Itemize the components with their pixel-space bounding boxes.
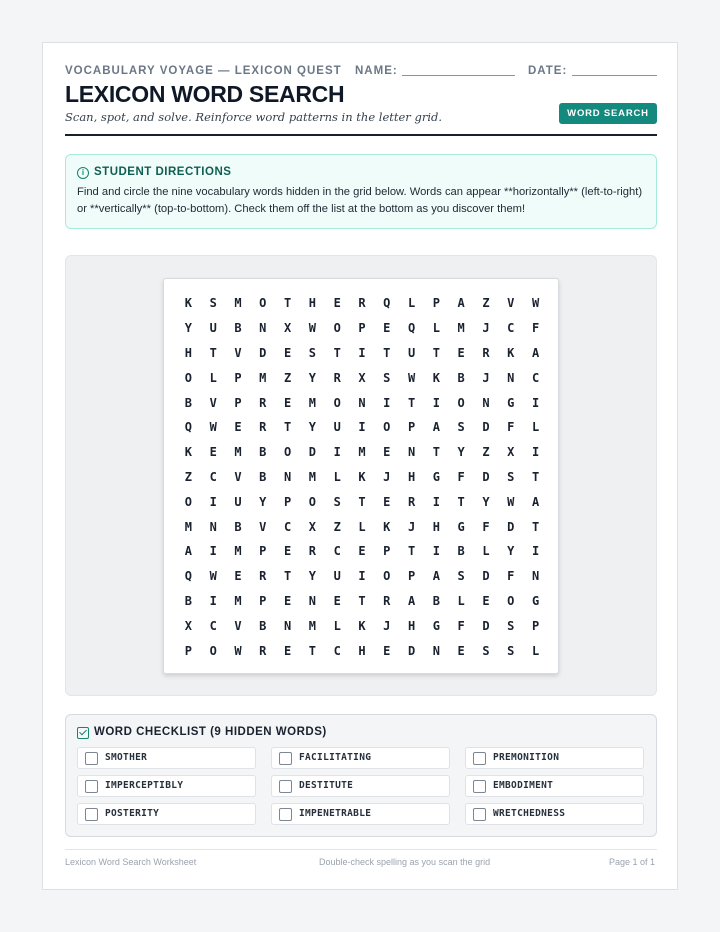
- grid-letter[interactable]: W: [234, 643, 242, 658]
- footer-left: Lexicon Word Search Worksheet: [65, 857, 197, 867]
- grid-letter[interactable]: P: [407, 420, 416, 435]
- grid-letter[interactable]: P: [383, 544, 391, 559]
- grid-letter[interactable]: Q: [407, 321, 416, 336]
- grid-letter[interactable]: V: [259, 519, 267, 534]
- grid-letter[interactable]: Y: [308, 370, 316, 385]
- grid-letter[interactable]: O: [259, 296, 267, 311]
- grid-letter[interactable]: L: [358, 519, 366, 534]
- checklist-item[interactable]: [465, 747, 644, 769]
- grid-letter[interactable]: E: [283, 395, 292, 410]
- grid-letter[interactable]: X: [507, 445, 515, 460]
- word-checkbox[interactable]: [279, 752, 292, 765]
- grid-letter[interactable]: N: [308, 593, 316, 608]
- checklist-item[interactable]: [271, 747, 450, 769]
- grid-letter[interactable]: L: [407, 296, 416, 311]
- grid-letter[interactable]: P: [407, 569, 416, 584]
- grid-letter[interactable]: E: [283, 643, 292, 658]
- grid-letter[interactable]: W: [407, 370, 416, 385]
- grid-letter[interactable]: Q: [184, 420, 193, 435]
- grid-letter[interactable]: K: [184, 296, 193, 311]
- grid-letter[interactable]: G: [531, 593, 540, 608]
- grid-letter[interactable]: L: [209, 370, 217, 385]
- grid-letter[interactable]: B: [457, 370, 465, 385]
- word-label: DESTITUTE: [299, 780, 354, 791]
- grid-letter[interactable]: M: [234, 445, 242, 460]
- grid-letter[interactable]: Z: [482, 296, 490, 311]
- grid-letter[interactable]: B: [234, 321, 242, 336]
- grid-letter[interactable]: R: [259, 395, 267, 410]
- grid-letter[interactable]: M: [308, 395, 316, 410]
- word-checkbox[interactable]: [279, 780, 292, 793]
- grid-letter[interactable]: N: [432, 643, 440, 658]
- grid-letter[interactable]: W: [209, 569, 217, 584]
- grid-letter[interactable]: D: [407, 643, 416, 658]
- grid-letter[interactable]: V: [209, 395, 217, 410]
- word-checkbox[interactable]: [85, 752, 98, 765]
- grid-letter[interactable]: M: [234, 593, 242, 608]
- grid-letter[interactable]: K: [358, 469, 366, 484]
- grid-letter[interactable]: S: [308, 345, 316, 360]
- grid-letter[interactable]: D: [482, 569, 490, 584]
- grid-letter[interactable]: O: [308, 494, 316, 509]
- grid-letter[interactable]: T: [407, 395, 416, 410]
- grid-letter[interactable]: E: [457, 345, 465, 360]
- checklist-item[interactable]: [271, 803, 450, 825]
- grid-letter[interactable]: D: [482, 420, 490, 435]
- directions-panel: [65, 154, 657, 229]
- grid-letter[interactable]: N: [283, 469, 292, 484]
- word-label: POSTERITY: [105, 808, 160, 819]
- letter-grid: [176, 291, 548, 663]
- grid-letter[interactable]: P: [259, 544, 267, 559]
- grid-letter[interactable]: F: [507, 569, 515, 584]
- grid-letter[interactable]: I: [531, 544, 540, 559]
- series-label: VOCABULARY VOYAGE — LEXICON QUEST: [65, 65, 342, 77]
- grid-letter[interactable]: B: [432, 593, 440, 608]
- grid-letter[interactable]: I: [209, 593, 217, 608]
- word-label: PREMONITION: [493, 752, 560, 763]
- worksheet: [42, 42, 678, 890]
- word-label: FACILITATING: [299, 752, 372, 763]
- grid-letter[interactable]: R: [407, 494, 416, 509]
- grid-letter[interactable]: B: [234, 519, 242, 534]
- grid-letter[interactable]: I: [531, 395, 540, 410]
- grid-letter[interactable]: M: [457, 321, 465, 336]
- grid-letter[interactable]: L: [333, 618, 341, 633]
- grid-letter[interactable]: A: [531, 345, 540, 360]
- grid-letter[interactable]: S: [507, 643, 515, 658]
- grid-letter[interactable]: S: [209, 296, 217, 311]
- grid-letter[interactable]: E: [383, 494, 391, 509]
- grid-letter[interactable]: I: [358, 569, 366, 584]
- grid-letter[interactable]: D: [308, 445, 316, 460]
- grid-letter[interactable]: R: [482, 345, 490, 360]
- checklist-heading: WORD CHECKLIST (9 HIDDEN WORDS): [94, 726, 327, 738]
- letter-grid-card: [163, 278, 559, 674]
- grid-letter[interactable]: P: [283, 494, 292, 509]
- footer-right: Page 1 of 1: [608, 857, 655, 867]
- grid-letter[interactable]: V: [234, 618, 242, 633]
- grid-letter[interactable]: M: [358, 445, 366, 460]
- checklist-item[interactable]: [77, 747, 256, 769]
- grid-letter[interactable]: H: [308, 296, 316, 311]
- word-checkbox[interactable]: [473, 752, 486, 765]
- grid-letter[interactable]: V: [507, 296, 515, 311]
- grid-letter[interactable]: T: [531, 519, 540, 534]
- checkbox-icon: [77, 727, 89, 739]
- grid-letter[interactable]: E: [283, 544, 292, 559]
- grid-letter[interactable]: L: [482, 544, 490, 559]
- grid-letter[interactable]: O: [184, 494, 193, 509]
- grid-letter[interactable]: K: [432, 370, 440, 385]
- grid-letter[interactable]: J: [482, 321, 490, 336]
- grid-letter[interactable]: T: [432, 345, 440, 360]
- grid-letter[interactable]: G: [507, 395, 515, 410]
- header: [65, 65, 657, 135]
- grid-letter[interactable]: U: [333, 569, 341, 584]
- grid-letter[interactable]: E: [234, 420, 242, 435]
- grid-letter[interactable]: B: [259, 445, 267, 460]
- grid-letter[interactable]: Y: [482, 494, 490, 509]
- grid-letter[interactable]: W: [507, 494, 515, 509]
- grid-letter[interactable]: P: [184, 643, 193, 658]
- grid-letter[interactable]: E: [283, 345, 292, 360]
- grid-letter[interactable]: I: [432, 395, 440, 410]
- grid-letter[interactable]: F: [457, 469, 465, 484]
- grid-letter[interactable]: P: [234, 370, 242, 385]
- word-checkbox[interactable]: [473, 808, 486, 821]
- grid-letter[interactable]: R: [383, 593, 391, 608]
- grid-letter[interactable]: V: [234, 469, 242, 484]
- grid-letter[interactable]: I: [383, 395, 391, 410]
- word-checkbox[interactable]: [85, 780, 98, 793]
- grid-letter[interactable]: F: [457, 618, 465, 633]
- grid-letter[interactable]: C: [531, 370, 540, 385]
- grid-letter[interactable]: R: [308, 544, 316, 559]
- grid-letter[interactable]: O: [457, 395, 465, 410]
- word-list: [77, 747, 645, 825]
- grid-letter[interactable]: A: [184, 544, 193, 559]
- grid-letter[interactable]: T: [283, 569, 292, 584]
- grid-letter[interactable]: Y: [259, 494, 267, 509]
- grid-letter[interactable]: Y: [507, 544, 515, 559]
- grid-letter[interactable]: E: [457, 643, 465, 658]
- grid-letter[interactable]: W: [308, 321, 316, 336]
- checklist-item[interactable]: [465, 775, 644, 797]
- grid-letter[interactable]: M: [308, 469, 316, 484]
- grid-letter[interactable]: B: [184, 395, 193, 410]
- grid-letter[interactable]: T: [283, 420, 292, 435]
- grid-letter[interactable]: S: [507, 618, 515, 633]
- word-label: IMPERCEPTIBLY: [105, 780, 184, 791]
- grid-letter[interactable]: W: [209, 420, 217, 435]
- grid-letter[interactable]: C: [283, 519, 292, 534]
- grid-letter[interactable]: P: [432, 296, 440, 311]
- grid-letter[interactable]: W: [531, 296, 540, 311]
- info-icon: i: [77, 167, 89, 179]
- grid-letter[interactable]: I: [432, 494, 440, 509]
- grid-letter[interactable]: O: [209, 643, 217, 658]
- grid-letter[interactable]: C: [333, 643, 341, 658]
- grid-letter[interactable]: R: [259, 643, 267, 658]
- grid-letter[interactable]: T: [283, 296, 292, 311]
- grid-letter[interactable]: R: [333, 370, 341, 385]
- footer-divider: [65, 849, 657, 850]
- checklist-item[interactable]: [271, 775, 450, 797]
- grid-letter[interactable]: Z: [184, 469, 193, 484]
- grid-letter[interactable]: T: [209, 345, 217, 360]
- grid-letter[interactable]: I: [358, 345, 366, 360]
- word-label: IMPENETRABLE: [299, 808, 372, 819]
- grid-letter[interactable]: T: [333, 345, 341, 360]
- grid-letter[interactable]: C: [333, 544, 341, 559]
- grid-letter[interactable]: L: [531, 420, 540, 435]
- grid-letter[interactable]: E: [383, 321, 391, 336]
- grid-letter[interactable]: F: [482, 519, 490, 534]
- grid-letter[interactable]: Y: [184, 321, 193, 336]
- grid-letter[interactable]: H: [407, 618, 416, 633]
- grid-letter[interactable]: N: [482, 395, 490, 410]
- grid-letter[interactable]: A: [531, 494, 540, 509]
- grid-letter[interactable]: T: [358, 593, 366, 608]
- grid-letter[interactable]: P: [358, 321, 366, 336]
- grid-letter[interactable]: A: [432, 420, 440, 435]
- grid-letter[interactable]: L: [333, 469, 341, 484]
- grid-letter[interactable]: L: [432, 321, 440, 336]
- grid-letter[interactable]: T: [308, 643, 316, 658]
- grid-letter[interactable]: E: [333, 296, 341, 311]
- grid-letter[interactable]: H: [432, 519, 440, 534]
- grid-letter[interactable]: F: [507, 420, 515, 435]
- grid-letter[interactable]: Z: [482, 445, 490, 460]
- grid-letter[interactable]: O: [383, 569, 391, 584]
- grid-letter[interactable]: X: [308, 519, 316, 534]
- date-label: DATE:: [528, 65, 568, 77]
- grid-letter[interactable]: K: [358, 618, 366, 633]
- grid-letter[interactable]: E: [333, 593, 341, 608]
- grid-letter[interactable]: P: [259, 593, 267, 608]
- grid-letter[interactable]: C: [209, 469, 217, 484]
- word-label: SMOTHER: [105, 752, 148, 763]
- grid-letter[interactable]: H: [358, 643, 366, 658]
- grid-letter[interactable]: L: [457, 593, 465, 608]
- grid-letter[interactable]: N: [531, 569, 540, 584]
- grid-letter[interactable]: Z: [333, 519, 341, 534]
- grid-letter[interactable]: M: [184, 519, 193, 534]
- grid-letter[interactable]: A: [457, 296, 465, 311]
- grid-letter[interactable]: O: [184, 370, 193, 385]
- grid-letter[interactable]: T: [432, 445, 440, 460]
- grid-letter[interactable]: O: [383, 420, 391, 435]
- grid-letter[interactable]: N: [507, 370, 515, 385]
- grid-letter[interactable]: D: [507, 519, 515, 534]
- grid-letter[interactable]: Q: [184, 569, 193, 584]
- name-line: [402, 75, 515, 76]
- word-checklist: [65, 714, 657, 837]
- grid-letter[interactable]: Y: [457, 445, 465, 460]
- grid-letter[interactable]: S: [482, 643, 490, 658]
- grid-letter[interactable]: T: [383, 345, 391, 360]
- grid-letter[interactable]: E: [283, 593, 292, 608]
- grid-letter[interactable]: I: [333, 445, 341, 460]
- checklist-item[interactable]: [465, 803, 644, 825]
- grid-letter[interactable]: G: [432, 469, 440, 484]
- grid-letter[interactable]: R: [259, 420, 267, 435]
- grid-letter[interactable]: E: [234, 569, 242, 584]
- grid-letter[interactable]: E: [209, 445, 217, 460]
- grid-letter[interactable]: B: [457, 544, 465, 559]
- grid-letter[interactable]: N: [358, 395, 366, 410]
- name-label: NAME:: [355, 65, 398, 77]
- grid-letter[interactable]: K: [507, 345, 515, 360]
- grid-letter[interactable]: G: [432, 618, 440, 633]
- grid-letter[interactable]: M: [234, 544, 242, 559]
- grid-letter[interactable]: O: [333, 321, 341, 336]
- grid-letter[interactable]: T: [358, 494, 366, 509]
- grid-letter[interactable]: Z: [283, 370, 292, 385]
- grid-letter[interactable]: S: [383, 370, 391, 385]
- grid-letter[interactable]: J: [482, 370, 490, 385]
- grid-letter[interactable]: O: [283, 445, 292, 460]
- directions-heading: STUDENT DIRECTIONS: [94, 166, 232, 178]
- grid-letter[interactable]: C: [507, 321, 515, 336]
- grid-letter[interactable]: M: [234, 296, 242, 311]
- grid-letter[interactable]: F: [531, 321, 540, 336]
- header-divider: [65, 134, 657, 136]
- grid-letter[interactable]: I: [209, 494, 217, 509]
- word-search-badge: WORD SEARCH: [559, 103, 657, 124]
- grid-letter[interactable]: S: [333, 494, 341, 509]
- grid-letter[interactable]: G: [457, 519, 465, 534]
- grid-letter[interactable]: B: [259, 618, 267, 633]
- grid-letter[interactable]: J: [383, 469, 391, 484]
- grid-letter[interactable]: B: [184, 593, 193, 608]
- grid-letter[interactable]: X: [184, 618, 193, 633]
- word-checkbox[interactable]: [85, 808, 98, 821]
- grid-letter[interactable]: P: [531, 618, 540, 633]
- grid-letter[interactable]: M: [259, 370, 267, 385]
- grid-letter[interactable]: H: [407, 469, 416, 484]
- grid-letter[interactable]: T: [531, 469, 540, 484]
- grid-letter[interactable]: O: [507, 593, 515, 608]
- grid-letter[interactable]: R: [259, 569, 267, 584]
- grid-letter[interactable]: E: [358, 544, 366, 559]
- grid-letter[interactable]: N: [259, 321, 267, 336]
- grid-letter[interactable]: N: [407, 445, 416, 460]
- grid-letter[interactable]: V: [234, 345, 242, 360]
- grid-letter[interactable]: I: [209, 544, 217, 559]
- grid-letter[interactable]: A: [407, 593, 416, 608]
- grid-letter[interactable]: N: [209, 519, 217, 534]
- word-label: WRETCHEDNESS: [493, 808, 566, 819]
- grid-letter[interactable]: E: [482, 593, 490, 608]
- word-checkbox[interactable]: [279, 808, 292, 821]
- grid-letter[interactable]: J: [383, 618, 391, 633]
- checklist-item[interactable]: [77, 803, 256, 825]
- grid-area: [65, 255, 657, 696]
- grid-letter[interactable]: U: [333, 420, 341, 435]
- grid-letter[interactable]: N: [283, 618, 292, 633]
- grid-letter[interactable]: I: [432, 544, 440, 559]
- grid-letter[interactable]: M: [308, 618, 316, 633]
- grid-letter[interactable]: D: [482, 469, 490, 484]
- grid-letter[interactable]: P: [234, 395, 242, 410]
- grid-letter[interactable]: J: [407, 519, 416, 534]
- date-line: [572, 75, 657, 76]
- grid-letter[interactable]: D: [482, 618, 490, 633]
- grid-letter[interactable]: U: [209, 321, 217, 336]
- grid-letter[interactable]: L: [531, 643, 540, 658]
- page-subtitle: Scan, spot, and solve. Reinforce word patterns in the letter grid.: [65, 110, 443, 124]
- grid-letter[interactable]: U: [234, 494, 242, 509]
- grid-letter[interactable]: S: [457, 420, 465, 435]
- grid-letter[interactable]: H: [184, 345, 193, 360]
- grid-letter[interactable]: Y: [308, 569, 316, 584]
- checklist-item[interactable]: [77, 775, 256, 797]
- grid-letter[interactable]: S: [457, 569, 465, 584]
- grid-letter[interactable]: R: [358, 296, 366, 311]
- grid-letter[interactable]: E: [383, 445, 391, 460]
- grid-letter[interactable]: X: [358, 370, 366, 385]
- grid-letter[interactable]: B: [259, 469, 267, 484]
- grid-letter[interactable]: I: [531, 445, 540, 460]
- word-checkbox[interactable]: [473, 780, 486, 793]
- grid-letter[interactable]: O: [333, 395, 341, 410]
- footer-center: Double-check spelling as you scan the grid: [319, 857, 491, 867]
- grid-letter[interactable]: Y: [308, 420, 316, 435]
- grid-letter[interactable]: Q: [383, 296, 391, 311]
- directions-text: Find and circle the nine vocabulary words hidden in the grid below. Words can appear **horizontally** (left-to-right) or **vertically** (top-to-bottom). Check them off the list at the bottom as you discover them!: [77, 186, 643, 215]
- grid-letter[interactable]: C: [209, 618, 217, 633]
- grid-letter[interactable]: A: [432, 569, 440, 584]
- word-label: EMBODIMENT: [493, 780, 554, 791]
- grid-letter[interactable]: X: [283, 321, 292, 336]
- grid-letter[interactable]: E: [383, 643, 391, 658]
- grid-letter[interactable]: T: [457, 494, 465, 509]
- grid-letter[interactable]: D: [259, 345, 267, 360]
- grid-letter[interactable]: I: [358, 420, 366, 435]
- grid-letter[interactable]: K: [184, 445, 193, 460]
- grid-letter[interactable]: T: [407, 544, 416, 559]
- grid-letter[interactable]: S: [507, 469, 515, 484]
- grid-letter[interactable]: U: [407, 345, 416, 360]
- page-title: LEXICON WORD SEARCH: [65, 81, 345, 107]
- grid-letter[interactable]: K: [383, 519, 391, 534]
